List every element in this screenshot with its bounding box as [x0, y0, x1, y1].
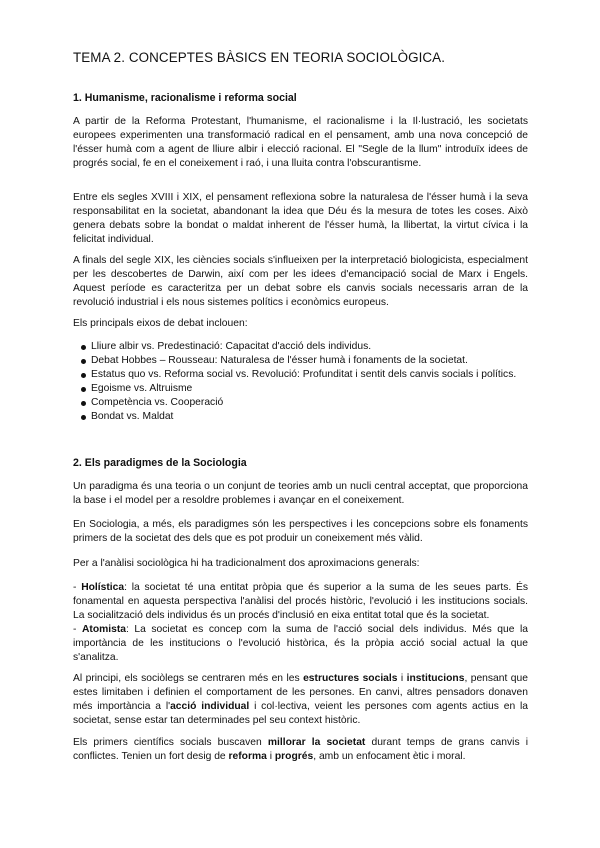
- section-1-paragraph-2: Entre els segles XVIII i XIX, el pensament reflexiona sobre la naturalesa de l'ésser humà i la seva responsabilitat en la societat, abandonant la idea que Déu és la mesura de totes les coses. Això genera debats sobre la bondat o maldat inherent de l'ésser humà, la llibertat, la virtut cívica i la felicitat individual.: [73, 192, 528, 245]
- holistic-term: Holística: [81, 582, 125, 593]
- section-1-paragraph-1: A partir de la Reforma Protestant, l'humanisme, el racionalisme i la Il·lustració, les societats europees experimenten una transformació radical en el pensament, amb una nova concepció de l'ésser humà com a agent de lliure albir i elecció racional. El "Segle de la llum" introduïx idees de progrés social, fe en el coneixement i raó, i una lluita contra l'obscurantisme.: [73, 116, 528, 169]
- list-item: Competència vs. Cooperació: [73, 396, 528, 410]
- section-1-paragraph-4: Els principals eixos de debat inclouen:: [73, 318, 248, 329]
- bullet-icon: [81, 401, 86, 406]
- section-1-heading: 1. Humanisme, racionalisme i reforma social: [73, 92, 297, 104]
- section-2-paragraph-6: Els primers científics socials buscaven millorar la societat durant temps de grans canvis i conflictes. Tenien un fort desig de reforma i progrés, amb un enfocament ètic i moral.: [73, 737, 528, 762]
- section-2-paragraph-5: Al principi, els sociòlegs se centraren més en les estructures socials i institucions, pensant que estes limitaben i definien el comportament de les persones. En canvi, altres pensadors donaven més importància a l'acció individual i col·lectiva, veient les persones com agents actius en la societat, sense estar tan determinades pel seu context històric.: [73, 673, 528, 726]
- atomist-term: Atomista: [81, 624, 127, 635]
- list-item: Debat Hobbes – Rousseau: Naturalesa de l'ésser humà i fonaments de la societat.: [73, 354, 528, 368]
- list-item: Estatus quo vs. Reforma social vs. Revolució: Profunditat i sentit dels canvis socials i polítics.: [73, 368, 528, 382]
- debate-axes-list: [73, 340, 528, 424]
- bullet-icon: [81, 387, 86, 392]
- section-1-paragraph-3: A finals del segle XIX, les ciències socials s'influeixen per la interpretació biologicista, especialment per les descobertes de Darwin, així com per les idees d'emancipació social de Marx i Engels. Aquest període es caracteritza per un debat sobre els canvis socials necessaris arran de la revolució industrial i els nous sistemes polítics i econòmics europeus.: [73, 255, 528, 308]
- document-title: TEMA 2. CONCEPTES BÀSICS EN TEORIA SOCIOLÒGICA.: [73, 50, 446, 65]
- holistic-approach-paragraph: - Holística: la societat té una entitat pròpia que és superior a la suma de les seues parts. És fonamental en aquesta perspectiva l'anàlisi del procés històric, l'evolució i les institucions socials. La socialització dels individus és un procés d'inclusió en eixa entitat total que és la societat.: [73, 582, 528, 621]
- list-item: Bondat vs. Maldat: [73, 410, 528, 424]
- list-item: Egoisme vs. Altruisme: [73, 382, 528, 396]
- bullet-icon: [81, 415, 86, 420]
- section-2-paragraph-1: Un paradigma és una teoria o un conjunt de teories amb un nucli central acceptat, que proporciona la base i el model per a resoldre problemes i avançar en el coneixement.: [73, 481, 528, 506]
- section-2-heading: 2. Els paradigmes de la Sociologia: [73, 457, 247, 469]
- list-item: Lliure albir vs. Predestinació: Capacitat d'acció dels individus.: [73, 340, 528, 354]
- bullet-icon: [81, 345, 86, 350]
- bullet-icon: [81, 373, 86, 378]
- atomist-approach-paragraph: - Atomista: La societat es concep com la suma de l'acció social dels individus. Més que la importància de les institucions o l'evolució històrica, és la pròpia acció social actual la que s'analitza.: [73, 624, 528, 663]
- section-2-paragraph-3: Per a l'anàlisi sociològica hi ha tradicionalment dos aproximacions generals:: [73, 558, 420, 569]
- bullet-icon: [81, 359, 86, 364]
- section-2-paragraph-2: En Sociologia, a més, els paradigmes són les perspectives i les concepcions sobre els fonaments primers de la societat des dels que es pot produir un coneixement més vàlid.: [73, 519, 528, 544]
